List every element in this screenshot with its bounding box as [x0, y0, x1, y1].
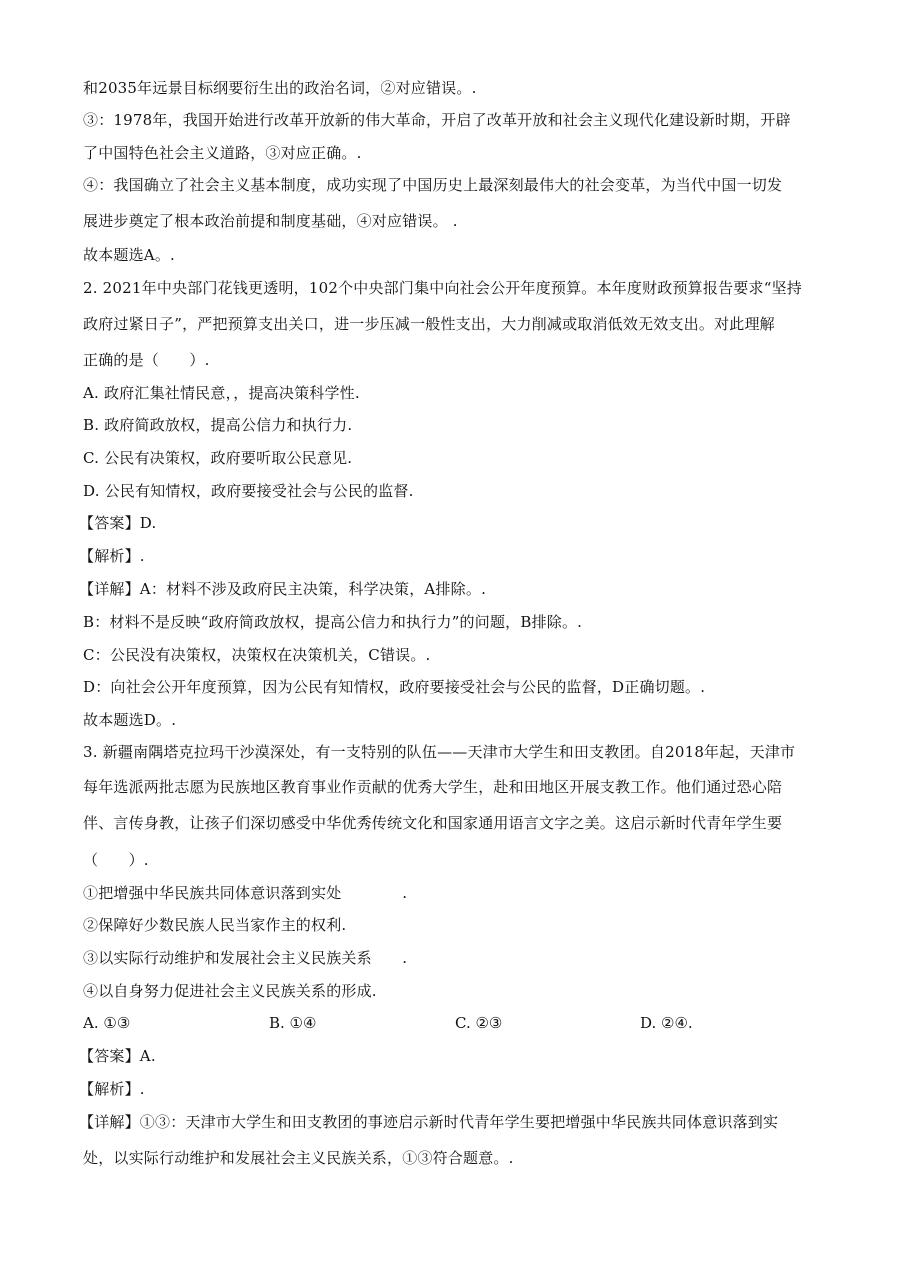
analysis-label: 【解析】. [79, 547, 145, 565]
question-2-stem: 政府过紧日子”，严把预算支出关口，进一步压减一般性支出，大力削减或取消低效无效支出。对此理解 [83, 315, 775, 333]
answer-label: 【答案】D. [79, 514, 157, 532]
text-line: 故本题选D。. [83, 711, 177, 729]
options-row-q3 [83, 1012, 843, 1034]
option-c: C. ②③ [455, 1014, 503, 1032]
detail-line: B：材料不是反映“政府简政放权，提高公信力和执行力”的问题，B排除。. [83, 613, 583, 631]
text-line: ③：1978年，我国开始进行改革开放新的伟大革命，开启了改革开放和社会主义现代化建设新时期，开辟 [83, 111, 791, 129]
analysis-label: 【解析】. [79, 1080, 145, 1098]
option-d: D. ②④. [640, 1014, 693, 1032]
option-b: B. ①④ [269, 1014, 317, 1032]
text-line: ④：我国确立了社会主义基本制度，成功实现了中国历史上最深刻最伟大的社会变革，为当代中国一切发 [83, 176, 783, 194]
detail-line: D：向社会公开年度预算，因为公民有知情权，政府要接受社会与公民的监督，D正确切题。. [83, 678, 706, 696]
statement-1: ①把增强中华民族共同体意识落到实处 . [83, 884, 408, 902]
answer-label: 【答案】A. [79, 1047, 156, 1065]
question-3-stem: （ ）. [83, 851, 149, 869]
statement-2: ②保障好少数民族人民当家作主的权利. [83, 916, 347, 934]
text-line: 展进步奠定了根本政治前提和制度基础，④对应错误。 . [83, 212, 458, 230]
text-line: 和2035年远景目标纲要衍生出的政治名词，②对应错误。. [83, 79, 477, 97]
option-b: B. 政府简政放权，提高公信力和执行力. [83, 416, 353, 434]
statement-4: ④以自身努力促进社会主义民族关系的形成. [83, 982, 377, 1000]
text-line: 了中国特色社会主义道路，③对应正确。. [83, 144, 362, 162]
detail-line: 【详解】①③：天津市大学生和田支教团的事迹启示新时代青年学生要把增强中华民族共同体意识落到实 [79, 1113, 779, 1131]
option-d: D. 公民有知情权，政府要接受社会与公民的监督. [83, 482, 414, 500]
statement-3: ③以实际行动维护和发展社会主义民族关系 . [83, 949, 408, 967]
option-c: C. 公民有决策权，政府要听取公民意见. [83, 449, 353, 467]
question-3-stem: 每年选派两批志愿为民族地区教育事业作贡献的优秀大学生，赴和田地区开展支教工作。他们通过恐心陪 [83, 778, 783, 796]
question-3-stem: 伴、言传身教，让孩子们深切感受中华优秀传统文化和国家通用语言文字之美。这启示新时代青年学生要 [83, 814, 783, 832]
text-line: 故本题选A。. [83, 246, 176, 264]
detail-line: 【详解】A：材料不涉及政府民主决策，科学决策，A排除。. [79, 580, 487, 598]
question-3-stem: 3. 新疆南隅塔克拉玛干沙漠深处，有一支特别的队伍——天津市大学生和田支教团。自2018年起，天津市 [83, 743, 796, 761]
option-a: A. ①③ [83, 1014, 131, 1032]
detail-line: C：公民没有决策权，决策权在决策机关，C错误。. [83, 646, 431, 664]
question-2-stem: 2. 2021年中央部门花钱更透明，102个中央部门集中向社会公开年度预算。本年度财政预算报告要求“坚持 [83, 279, 802, 297]
option-a: A. 政府汇集社情民意，，提高决策科学性. [83, 384, 360, 402]
detail-line: 处，以实际行动维护和发展社会主义民族关系，①③符合题意。. [83, 1149, 514, 1167]
question-2-stem: 正确的是（ ）. [83, 351, 210, 369]
